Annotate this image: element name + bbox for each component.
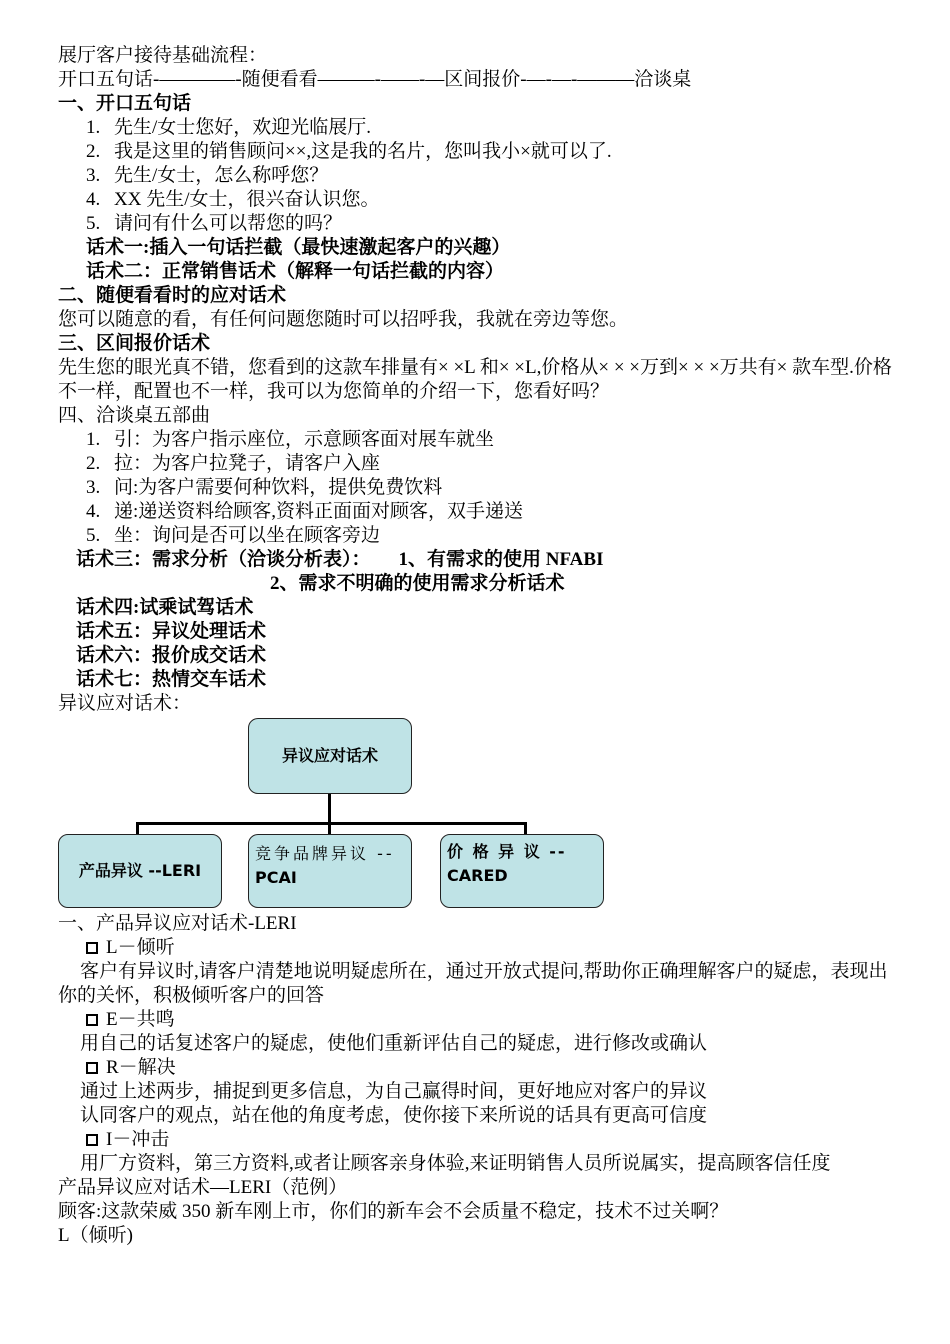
connector-line [328,794,331,824]
sec3-text: 先生您的眼光真不错，您看到的这款车排量有× ×L 和× ×L,价格从× × ×万到× × ×万共有× 款车型.价格不一样，配置也不一样，我可以为您简单的介绍一下，您看好吗？ [58,357,892,402]
checkbox-icon [86,1062,98,1074]
diagram-root-node: 异议应对话术 [248,718,412,794]
document-page [58,44,898,1248]
leri-l-label: L－倾听 [58,936,898,960]
speech-2: 话术二：正常销售话术（解释一句话拦截的内容） [86,261,505,282]
checkbox-icon [86,1014,98,1026]
sec1-title: 一、开口五句话 [58,93,192,114]
list-item: 2. 拉：为客户拉凳子，请客户入座 [86,453,381,474]
intro-title: 展厅客户接待基础流程： [58,45,268,66]
list-item: 4. XX 先生/女士，很兴奋认识您。 [86,189,380,210]
checkbox-icon [86,1134,98,1146]
list-item: 5. 请问有什么可以帮您的吗？ [86,213,343,234]
sec2-title: 二、随便看看时的应对话术 [58,285,287,306]
list-item: 3. 先生/女士，怎么称呼您？ [86,165,329,186]
flow-line: 开口五句话-————-随便看看———-——-—区间报价-—-—-———洽谈桌 [58,69,692,90]
example-listen: L（倾听) [58,1225,133,1246]
speech-4: 话术四:试乘试驾话术 [76,597,254,618]
checkbox-icon [86,942,98,954]
leri-i-text: 用厂方资料，第三方资料,或者让顾客亲身体验,来证明销售人员所说属实，提高顾客信任度 [80,1153,831,1174]
list-item: 5. 坐：询问是否可以坐在顾客旁边 [86,525,381,546]
example-title: 产品异议应对话术—LERI（范例） [58,1177,348,1198]
sec2-text: 您可以随意的看，有任何问题您随时可以招呼我，我就在旁边等您。 [58,309,629,330]
sec3-title: 三、区间报价话术 [58,333,211,354]
sec4-title: 四、洽谈桌五部曲 [58,405,211,426]
leri-e-label: E－共鸣 [58,1008,898,1032]
list-item: 2. 我是这里的销售顾问××,这是我的名片，您叫我小×就可以了. [86,141,612,162]
diagram-node-competitor: 竞争品牌异议 -- PCAI [248,834,412,908]
leri-r-label: R－解决 [58,1056,898,1080]
speech-7: 话术七：热情交车话术 [76,669,267,690]
speech-3: 话术三：需求分析（洽谈分析表）： 1、有需求的使用 NFABI [76,549,604,570]
leri-l-text: 客户有异议时,请客户清楚地说明疑虑所在，通过开放式提问,帮助你正确理解客户的疑虑，表现出你的关怀，积极倾听客户的回答 [58,961,888,1006]
diagram-node-price: 价 格 异 议 -- CARED [440,834,604,908]
speech-5: 话术五：异议处理话术 [76,621,267,642]
leri-r-text2: 认同客户的观点，站在他的角度考虑，使你接下来所说的话具有更高可信度 [80,1105,708,1126]
list-item: 1. 先生/女士您好，欢迎光临展厅. [86,117,372,138]
speech-1: 话术一:插入一句话拦截（最快速激起客户的兴趣） [86,237,511,258]
leri-title: 一、产品异议应对话术-LERI [58,913,297,934]
objection-diagram [58,716,898,916]
diagram-node-product: 产品异议 --LERI [58,834,222,908]
list-item: 4. 递:递送资料给顾客,资料正面面对顾客，双手递送 [86,501,524,522]
example-question: 顾客:这款荣威 350 新车刚上市，你们的新车会不会质量不稳定，技术不过关啊？ [58,1201,729,1222]
leri-i-label: I－冲击 [58,1128,898,1152]
speech-3b: 2、需求不明确的使用需求分析话术 [270,573,565,594]
list-item: 3. 问:为客户需要何种饮料，提供免费饮料 [86,477,443,498]
speech-6: 话术六：报价成交话术 [76,645,267,666]
objection-title: 异议应对话术： [58,693,192,714]
leri-r-text1: 通过上述两步，捕捉到更多信息，为自己赢得时间，更好地应对客户的异议 [80,1081,708,1102]
leri-e-text: 用自己的话复述客户的疑虑，使他们重新评估自己的疑虑，进行修改或确认 [80,1033,708,1054]
list-item: 1. 引：为客户指示座位，示意顾客面对展车就坐 [86,429,495,450]
connector-line [136,822,526,825]
